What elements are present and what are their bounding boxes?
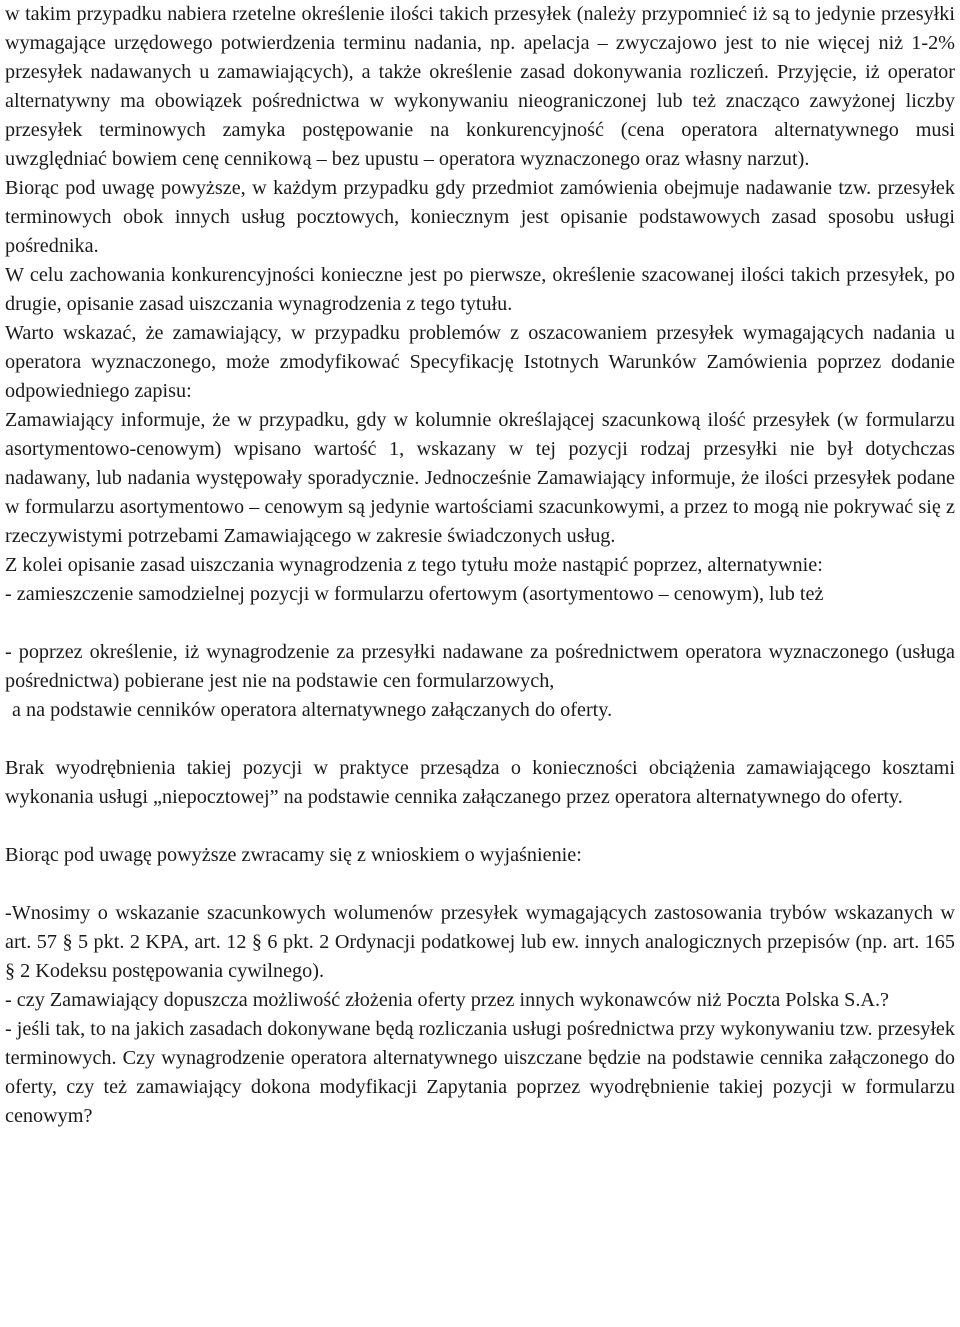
paragraph-competitiveness: W celu zachowania konkurencyjności konieczne jest po pierwsze, określenie szacowanej ilości takich przesyłek, po drugie, opisanie zasad uiszczania wynagrodzenia z tego tytułu.	[5, 264, 955, 315]
paragraph-considering: Biorąc pod uwagę powyższe, w każdym przypadku gdy przedmiot zamówienia obejmuje nadawanie tzw. przesyłek terminowych obok innych usług pocztowych, koniecznym jest opisanie podstawowych zasad sposobu usługi pośrednika.	[5, 177, 955, 257]
list-item-separate-position: - zamieszczenie samodzielnej pozycji w formularzu ofertowym (asortymentowo – cenowym), lub też	[5, 583, 824, 605]
paragraph-no-separation: Brak wyodrębnienia takiej pozycji w praktyce przesądza o konieczności obciążenia zamawiającego kosztami wykonania usługi „niepocztowej” na podstawie cennika załączanego przez operatora alternatywnego do oferty.	[5, 757, 955, 808]
paragraph-payment-rules: Z kolei opisanie zasad uiszczania wynagrodzenia z tego tytułu może nastąpić poprzez, alternatywnie:	[5, 554, 823, 576]
list-item-remuneration: - poprzez określenie, iż wynagrodzenie za przesyłki nadawane za pośrednictwem operatora wyznaczonego (usługa pośrednictwa) pobierane jest nie na podstawie cen formularzowych,	[5, 641, 955, 692]
paragraph-clause: Zamawiający informuje, że w przypadku, gdy w kolumnie określającej szacunkową ilość przesyłek (w formularzu asortymentowo-cenowym) wpisano wartość 1, wskazany w tej pozycji rodzaj przesyłki nie był dotychczas nadawany, lub nadania występowały sporadycznie. Jednocześnie Zamawiający informuje, że ilości przesyłek podane w formularzu asortymentowo – cenowym są jedynie wartościami szacunkowymi, a przez to mogą nie pokrywać się z rzeczywistymi potrzebami Zamawiającego w zakresie świadczonych usług.	[5, 409, 955, 547]
question-volumes: -Wnosimy o wskazanie szacunkowych wolumenów przesyłek wymagających zastosowania trybów wskazanych w art. 57 § 5 pkt. 2 KPA, art. 12 § 6 pkt. 2 Ordynacji podatkowej lub ew. innych analogicznych przepisów (np. art. 165 § 2 Kodeksu postępowania cywilnego).	[5, 902, 955, 982]
document-page	[5, 0, 955, 1131]
question-other-contractors: - czy Zamawiający dopuszcza możliwość złożenia oferty przez innych wykonawców niż Poczta Polska S.A.?	[5, 989, 889, 1011]
paragraph-intro: w takim przypadku nabiera rzetelne określenie ilości takich przesyłek (należy przypomnieć iż są to jedynie przesyłki wymagające urzędowego potwierdzenia terminu nadania, np. apelacja – zwyczajowo jest to nie więcej niż 1-2% przesyłek nadawanych u zamawiających), a także określenie zasad dokonywania rozliczeń. Przyjęcie, iż operator alternatywny ma obowiązek pośrednictwa w wykonywaniu nieograniczonej lub też znacząco zawyżonej liczby przesyłek terminowych zamyka postępowanie na konkurencyjność (cena operatora alternatywnego musi uwzględniać bowiem cenę cennikową – bez upustu – operatora wyznaczonego oraz własny narzut).	[5, 3, 955, 170]
question-settlement-rules: - jeśli tak, to na jakich zasadach dokonywane będą rozliczania usługi pośrednictwa przy wykonywaniu tzw. przesyłek terminowych. Czy wynagrodzenie operatora alternatywnego uiszczane będzie na podstawie cennika załączonego do oferty, czy też zamawiający dokona modyfikacji Zapytania poprzez wyodrębnienie takiej pozycji w formularzu cenowym?	[5, 1018, 955, 1127]
paragraph-worth-noting: Warto wskazać, że zamawiający, w przypadku problemów z oszacowaniem przesyłek wymagających nadania u operatora wyznaczonego, może zmodyfikować Specyfikację Istotnych Warunków Zamówienia poprzez dodanie odpowiedniego zapisu:	[5, 322, 955, 402]
list-item-remuneration-cont: a na podstawie cenników operatora alternatywnego załączanych do oferty.	[12, 699, 613, 721]
paragraph-request-intro: Biorąc pod uwagę powyższe zwracamy się z wnioskiem o wyjaśnienie:	[5, 844, 582, 866]
